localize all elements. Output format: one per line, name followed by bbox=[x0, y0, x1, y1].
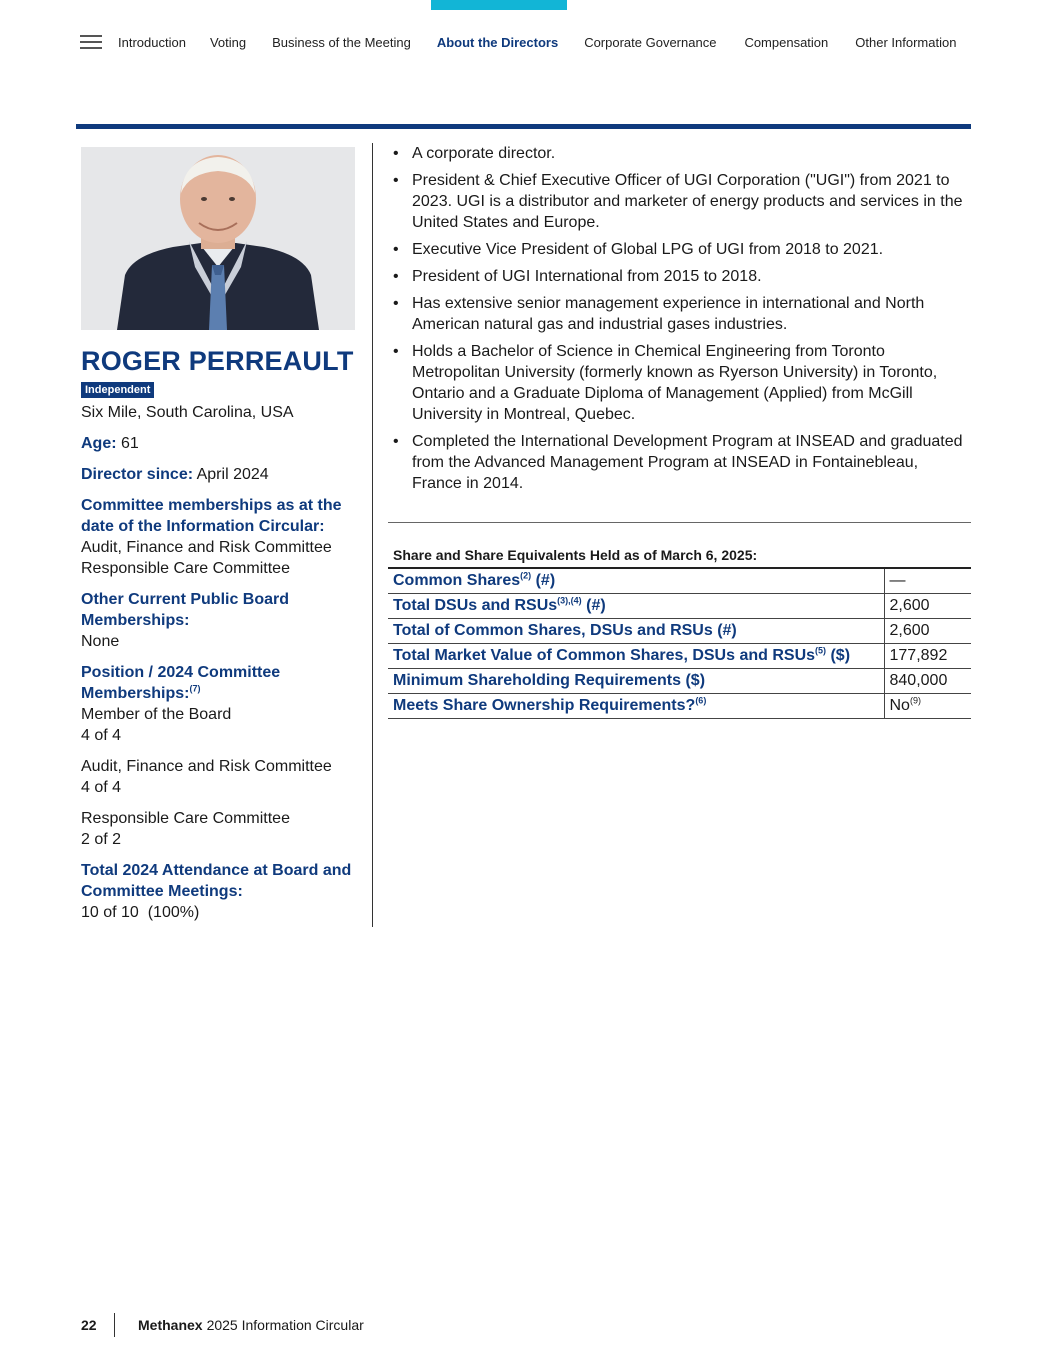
position-name: Audit, Finance and Risk Committee bbox=[81, 758, 332, 775]
row-value: 2,600 bbox=[889, 597, 930, 614]
table-row bbox=[388, 568, 971, 594]
active-tab-indicator bbox=[431, 0, 567, 10]
table-row bbox=[388, 669, 971, 694]
bio-item: • A corporate director. bbox=[392, 143, 972, 164]
footnote-ref: (3),(4) bbox=[557, 595, 582, 606]
position-label: Position / 2024 Committee Memberships:$^{(7)}$ bbox=[81, 664, 281, 702]
bio-item: • Holds a Bachelor of Science in Chemical Engineering from Toronto Metropolitan University (formerly known as Ryerson University) in Toronto, Ontario and a Graduate Diploma of Management (Applied) from McGill University in Montreal, Quebec. bbox=[392, 341, 972, 425]
bio-item: • President & Chief Executive Officer of UGI Corporation ("UGI") from 2021 to 2023. UGI is a distributor and marketer of energy products and services in the United States and Europe. bbox=[392, 170, 972, 233]
bio-item: • President of UGI International from 2015 to 2018. bbox=[392, 266, 972, 287]
row-value: 840,000 bbox=[889, 672, 948, 689]
table-row bbox=[388, 594, 971, 619]
committee-item: Audit, Finance and Risk Committee bbox=[81, 539, 332, 556]
table-row bbox=[388, 694, 971, 719]
nav-introduction[interactable]: Introduction bbox=[118, 34, 186, 50]
footer-title: 2025 Information Circular bbox=[206, 1317, 364, 1333]
footnote-ref: (5) bbox=[815, 645, 827, 656]
row-label: Minimum Shareholding Requirements ($) bbox=[388, 669, 884, 694]
position-attendance: 4 of 4 bbox=[81, 779, 122, 796]
position-item bbox=[81, 704, 361, 746]
position-attendance: 4 of 4 bbox=[81, 727, 122, 744]
other-boards bbox=[81, 589, 361, 652]
row-label: Common Shares$^{(2)}$ (#) bbox=[388, 568, 884, 594]
footnote-ref: (2) bbox=[520, 570, 532, 581]
hamburger-menu-icon[interactable] bbox=[80, 35, 102, 49]
row-label: Total Market Value of Common Shares, DSUs and RSUs$^{(5)}$ ($) bbox=[388, 644, 884, 669]
position-name: Member of the Board bbox=[81, 706, 232, 723]
nav-voting[interactable]: Voting bbox=[209, 34, 247, 50]
total-attendance bbox=[81, 860, 361, 923]
shares-table bbox=[388, 567, 971, 719]
footnote-ref: (6) bbox=[695, 695, 707, 706]
total-attendance-label: Total 2024 Attendance at Board and Committee Meetings: bbox=[81, 862, 352, 900]
age-value: 61 bbox=[121, 435, 139, 452]
footer-brand: Methanex bbox=[138, 1317, 203, 1333]
top-navigation bbox=[80, 33, 956, 51]
position-attendance: 2 of 2 bbox=[81, 831, 122, 848]
nav-compensation[interactable]: Compensation bbox=[744, 34, 829, 50]
independent-badge: Independent bbox=[81, 382, 154, 398]
shares-table-caption: Share and Share Equivalents Held as of March 6, 2025: bbox=[393, 547, 758, 563]
nav-business-of-the-meeting[interactable]: Business of the Meeting bbox=[272, 34, 411, 50]
bio-item: • Has extensive senior management experience in international and North American natural gas and industrial gases industries. bbox=[392, 293, 972, 335]
director-age bbox=[81, 433, 361, 454]
row-label: Total DSUs and RSUs$^{(3),(4)}$ (#) bbox=[388, 594, 884, 619]
committee-memberships-label: Committee memberships as at the date of the Information Circular: bbox=[81, 497, 342, 535]
director-name: ROGER PERREAULT bbox=[81, 346, 354, 376]
director-photo bbox=[81, 147, 355, 330]
bio-item: • Executive Vice President of Global LPG of UGI from 2018 to 2021. bbox=[392, 239, 972, 260]
nav-about-the-directors[interactable]: About the Directors bbox=[436, 34, 559, 50]
director-location: Six Mile, South Carolina, USA bbox=[81, 404, 294, 421]
table-row bbox=[388, 619, 971, 644]
director-biography bbox=[392, 143, 972, 500]
row-value: 177,892 bbox=[889, 647, 948, 664]
table-separator bbox=[388, 522, 971, 523]
row-label: Total of Common Shares, DSUs and RSUs (#) bbox=[388, 619, 884, 644]
since-label: Director since: bbox=[81, 466, 194, 483]
other-boards-label: Other Current Public Board Memberships: bbox=[81, 591, 290, 629]
page-number: 22 bbox=[81, 1317, 97, 1333]
footnote-ref: (7) bbox=[189, 683, 201, 694]
director-portrait-illustration bbox=[81, 147, 355, 330]
committee-memberships bbox=[81, 495, 361, 579]
nav-corporate-governance[interactable]: Corporate Governance bbox=[584, 34, 717, 50]
row-value: — bbox=[889, 572, 906, 589]
row-label: Meets Share Ownership Requirements?$^{(6)}$ bbox=[388, 694, 884, 719]
nav-other-information[interactable]: Other Information bbox=[855, 34, 957, 50]
committee-item: Responsible Care Committee bbox=[81, 560, 290, 577]
section-rule bbox=[76, 124, 971, 129]
row-value: No$^{(9)}$ bbox=[889, 695, 921, 714]
director-since bbox=[81, 464, 361, 485]
since-value: April 2024 bbox=[196, 466, 269, 483]
position-memberships bbox=[81, 662, 361, 746]
table-row bbox=[388, 644, 971, 669]
bio-item: • Completed the International Development Program at INSEAD and graduated from the Advanced Management Program at INSEAD in Fontainebleau, France in 2014. bbox=[392, 431, 972, 494]
position-item bbox=[81, 756, 361, 798]
director-profile bbox=[81, 147, 361, 923]
row-value: 2,600 bbox=[889, 622, 930, 639]
age-label: Age: bbox=[81, 435, 117, 452]
other-boards-value: None bbox=[81, 633, 120, 650]
footer-divider bbox=[114, 1313, 115, 1337]
total-attendance-value: 10 of 10 (100%) bbox=[81, 904, 200, 921]
position-name: Responsible Care Committee bbox=[81, 810, 290, 827]
page-footer bbox=[81, 1313, 364, 1337]
column-divider bbox=[372, 143, 373, 927]
position-item bbox=[81, 808, 361, 850]
